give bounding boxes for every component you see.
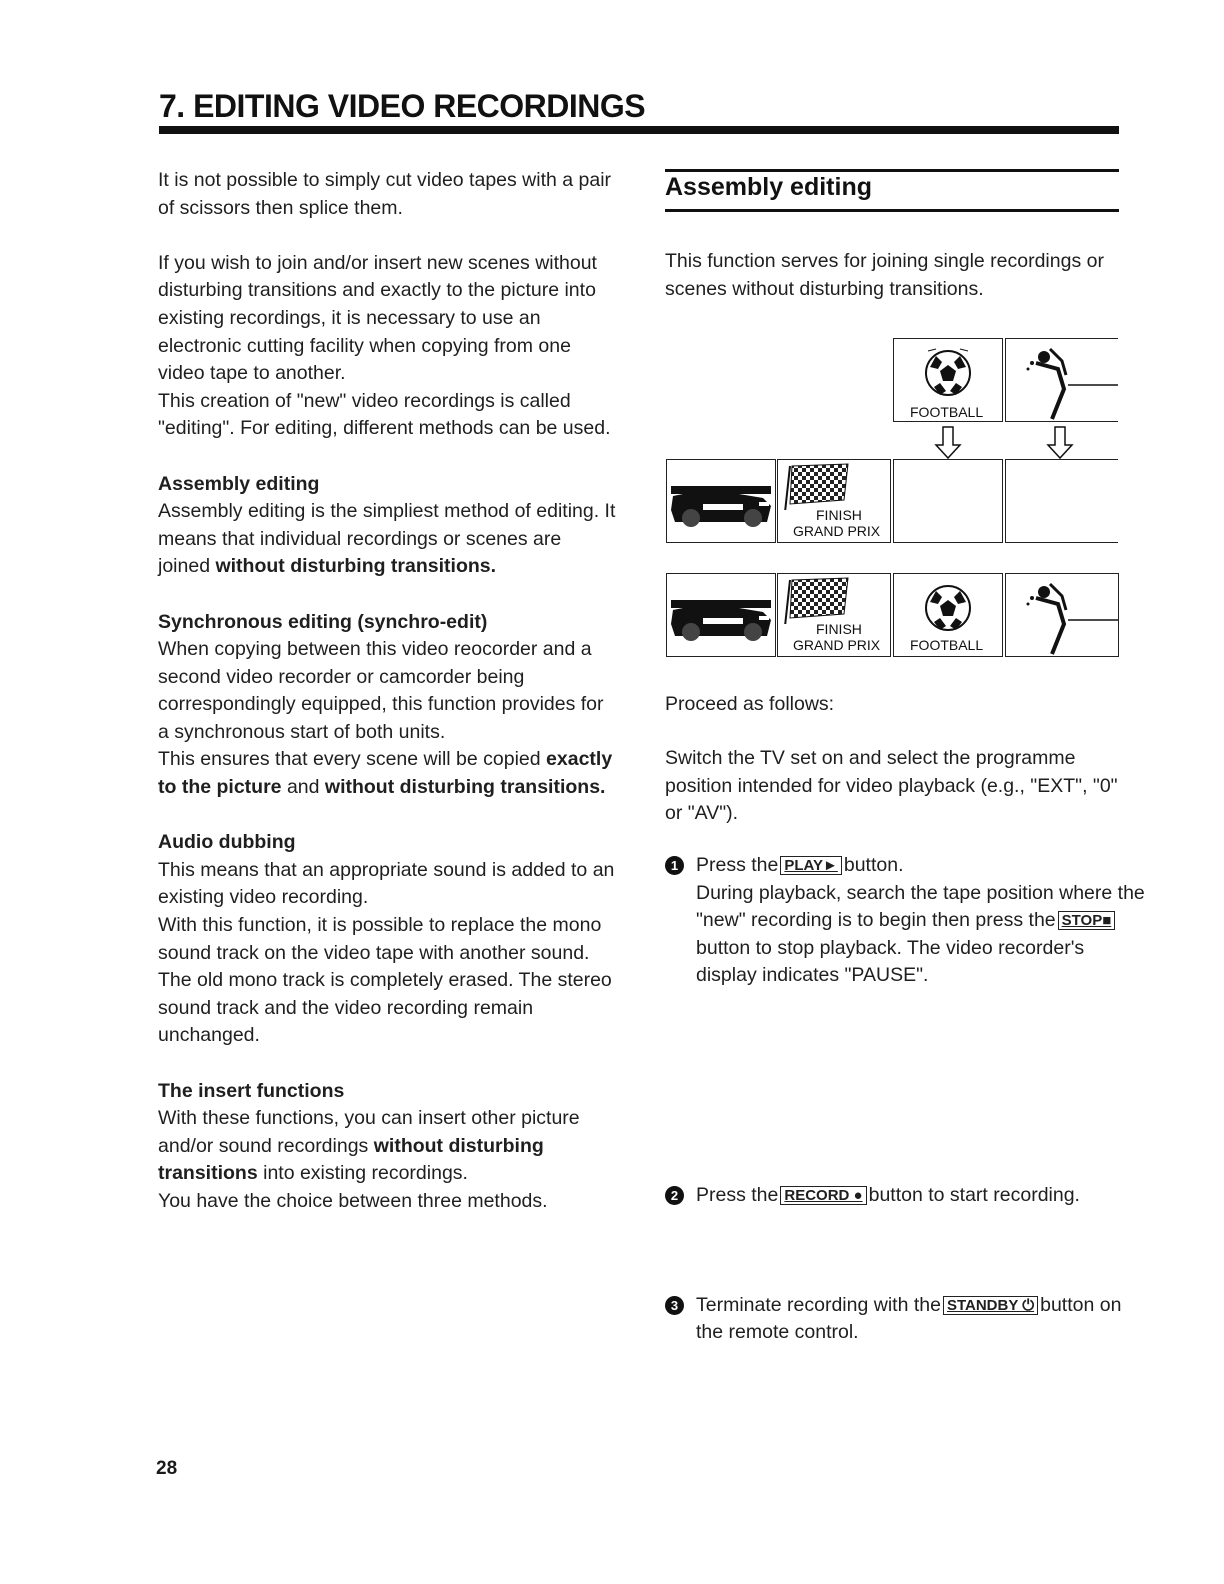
- page-number: 28: [156, 1458, 178, 1479]
- intro-paragraph-1: It is not possible to simply cut video tapes with a pair of scissors then splice them.: [158, 169, 612, 219]
- down-arrow-icon: [933, 425, 963, 461]
- football-frame-top: [893, 338, 1003, 422]
- synchro-text-1: When copying between this video reocorder and a second video recorder or camcorder being correspondingly equipped, this function provides for a synchronous start of both units.: [158, 638, 604, 743]
- step-2: [665, 1182, 1150, 1210]
- step-3-post: button on the remote control.: [696, 1293, 1122, 1344]
- empty-frame-2: [1005, 459, 1118, 543]
- insert-text-3: You have the choice between three methods.: [158, 1189, 548, 1212]
- section-rule-top: [665, 169, 1119, 172]
- step-number-3: 3: [665, 1296, 684, 1315]
- switch-tv-text: Switch the TV set on and select the programme position intended for video playback (e.g., "EXT", "0" or "AV").: [665, 747, 1118, 825]
- grand-prix-label-mid: GRAND PRIX: [793, 523, 881, 539]
- audio-text-2: With this function, it is possible to replace the mono sound track on the video tape with another sound. The old mono track is completely erased. The stereo sound track and the video recording remain unchanged.: [158, 914, 612, 1047]
- assembly-text: Assembly editing is the simpliest method of editing. It means that individual recordings or scenes are joined: [158, 500, 616, 578]
- proceed-text: Proceed as follows:: [665, 693, 835, 715]
- step-number-2: 2: [665, 1186, 684, 1205]
- finish-frame-bottom: [777, 573, 891, 657]
- checkered-flag-icon: [778, 460, 890, 510]
- play-key: PLAY►: [780, 856, 841, 875]
- football-frame-bottom: [893, 573, 1003, 657]
- step-1: [665, 852, 1150, 990]
- empty-frame-1: [893, 459, 1003, 543]
- step-2-pre: Press the: [696, 1183, 779, 1206]
- intro-text-3: This creation of "new" video recordings is called "editing". For editing, different methods can be used.: [158, 389, 611, 440]
- racecar-icon: [667, 574, 775, 656]
- title-rule: [159, 126, 1119, 134]
- stop-key: STOP■: [1058, 911, 1116, 930]
- step-3-pre: Terminate recording with the: [696, 1293, 941, 1316]
- finish-label-bottom: FINISH: [816, 621, 862, 637]
- racecar-frame-mid: [666, 459, 776, 543]
- football-label-bottom: FOOTBALL: [910, 637, 984, 653]
- audio-text-1: This means that an appropriate sound is added to an existing video recording.: [158, 858, 615, 909]
- football-icon: [894, 339, 1002, 401]
- synchro-bold-2: without disturbing transitions.: [324, 776, 606, 799]
- down-arrow-icon: [1045, 425, 1075, 461]
- finish-frame-mid: [777, 459, 891, 543]
- section-title: Assembly editing: [665, 173, 872, 201]
- step-1-cont-2: button to stop playback. The video recorder's display indicates "PAUSE".: [696, 936, 1085, 987]
- step-number-1: 1: [665, 856, 684, 875]
- insert-text-2: into existing recordings.: [263, 1162, 468, 1185]
- record-key: RECORD ●: [780, 1186, 866, 1205]
- synchro-heading: Synchronous editing (synchro-edit): [158, 610, 488, 633]
- player-frame-top: [1005, 338, 1118, 422]
- step-3: [665, 1292, 1150, 1347]
- right-intro: This function serves for joining single recordings or scenes without disturbing transitions.: [665, 250, 1104, 300]
- intro-text-2: If you wish to join and/or insert new scenes without disturbing transitions and exactly to the picture into existing recordings, it is necessary to use an electronic cutting facility when copying from one video tape to another.: [158, 251, 597, 385]
- assembly-heading: Assembly editing: [158, 472, 320, 495]
- racecar-frame-bottom: [666, 573, 776, 657]
- grand-prix-label-bottom: GRAND PRIX: [793, 637, 881, 653]
- audio-paragraph: [158, 857, 618, 1050]
- page-title: 7. EDITING VIDEO RECORDINGS: [159, 88, 646, 124]
- synchro-paragraph: [158, 636, 618, 802]
- synchro-bold-1: exactly to the picture: [158, 748, 613, 799]
- step-1-pre: Press the: [696, 854, 779, 876]
- insert-paragraph: [158, 1105, 618, 1215]
- synchro-text-2: This ensures that every scene will be copied: [158, 748, 541, 771]
- insert-bold: without disturbing transitions: [158, 1134, 544, 1185]
- assembly-paragraph: [158, 498, 618, 581]
- player-icon: [1006, 574, 1118, 656]
- finish-label-mid: FINISH: [816, 507, 862, 523]
- step-1-cont-1: During playback, search the tape position where the "new" recording is to begin then press the: [696, 881, 1145, 932]
- insert-text-1: With these functions, you can insert other picture and/or sound recordings: [158, 1107, 580, 1157]
- section-rule-bottom: [665, 209, 1119, 212]
- intro-paragraph-2: [158, 250, 618, 443]
- insert-heading: The insert functions: [158, 1079, 345, 1102]
- player-icon: [1006, 339, 1118, 421]
- checkered-flag-icon: [778, 574, 890, 624]
- assembly-bold: without disturbing transitions.: [215, 555, 497, 578]
- step-2-post: button to start recording.: [868, 1183, 1080, 1206]
- racecar-icon: [667, 460, 775, 542]
- synchro-mid: and: [286, 776, 320, 799]
- audio-heading: Audio dubbing: [158, 831, 296, 854]
- player-frame-bottom: [1005, 573, 1119, 657]
- football-icon: [894, 574, 1002, 636]
- left-column: [158, 167, 618, 1243]
- step-1-post: button.: [843, 854, 904, 876]
- assembly-illustration: [665, 335, 1119, 665]
- football-label-top: FOOTBALL: [910, 404, 984, 420]
- standby-key: STANDBY ⏻: [943, 1296, 1038, 1315]
